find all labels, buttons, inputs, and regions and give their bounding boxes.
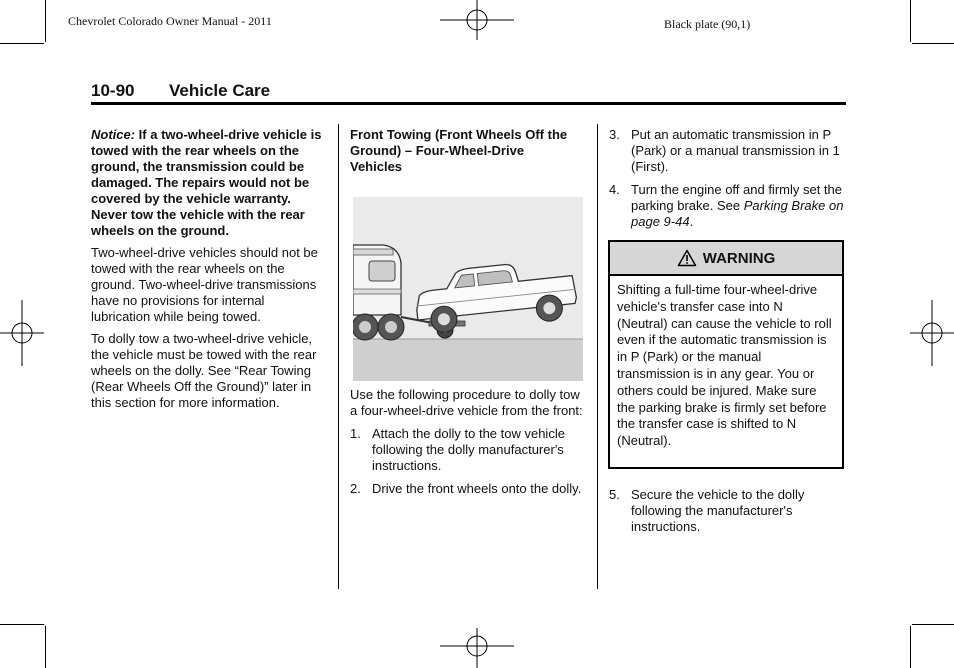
step-text: Drive the front wheels onto the dolly. [372,481,582,496]
step-number: 4. [609,182,620,197]
section-heading: Front Towing (Front Wheels Off the Ground) – Four-Wheel-Drive Vehicles [350,127,568,174]
column-divider [338,124,339,589]
step-text: Turn the engine off and firmly set the parking brake. See [631,182,843,213]
towing-illustration [353,197,583,381]
crop-mark [0,43,44,44]
list-item [609,127,847,175]
step-number: 5. [609,487,620,502]
column-3-lower [609,487,847,542]
paragraph: To dolly tow a two-wheel-drive vehicle, the vehicle must be towed with the rear wheels on the dolly. See “Rear Towing (Rear Wheels Off the Ground)” later in this section for more information. [91,331,317,410]
step-number: 1. [350,426,361,441]
cross-reference-link[interactable]: Parking Brake on page 9-44 [631,198,844,229]
warning-text: Shifting a full-time four-wheel-drive vehicle's transfer case into N (Neutral) can cause the vehicle to roll even if the automatic transmission is in P (Park) or the manual transmission is in any gear. You or others could be injured. Make sure the parking brake is firmly set before the transfer case is shifted to N (Neutral). [617,282,832,449]
crop-mark [45,626,46,668]
steps-list [609,127,847,230]
list-item [609,182,847,230]
section-title: Vehicle Care [169,81,271,100]
crop-mark [910,0,911,42]
column-2 [350,127,586,181]
column-1 [91,127,327,417]
warning-triangle-icon [677,249,697,267]
registration-mark-right [910,300,954,366]
column-3 [609,127,847,237]
step-number: 2. [350,481,361,496]
step-number: 3. [609,127,620,142]
manual-title: Chevrolet Colorado Owner Manual - 2011 [68,14,272,28]
step-text-end: . [689,214,694,229]
crop-mark [0,624,44,625]
title-rule [91,102,846,105]
plate-label: Black plate (90,1) [664,17,751,31]
registration-mark-bottom [440,626,514,668]
list-item [350,426,586,474]
registration-mark-top [440,0,514,42]
notice-text: If a two-wheel-drive vehicle is towed with the rear wheels on the ground, the transmission could be damaged. The repairs would not be covered by the vehicle warranty. Never tow the vehicle with the rear wheels on the ground. [91,127,322,238]
step-text: Put an automatic transmission in P (Park) or a manual transmission in 1 (First). [631,127,840,174]
crop-mark [45,0,46,42]
list-item [609,487,847,535]
registration-mark-left [0,300,44,366]
warning-header [610,242,842,276]
column-2-lower [350,387,586,504]
notice-label: Notice: [91,127,136,142]
crop-mark [910,626,911,668]
steps-list [350,426,586,497]
notice [91,127,327,239]
list-item [350,481,586,497]
step-text: Secure the vehicle to the dolly following the manufacturer's instructions. [631,487,805,534]
warning-label: WARNING [702,249,776,267]
intro-paragraph: Use the following procedure to dolly tow a four-wheel-drive vehicle from the front: [350,387,583,418]
warning-box [608,240,844,469]
paragraph: Two-wheel-drive vehicles should not be towed with the rear wheels on the ground. Two-wheel-drive transmissions have no provisions for internal lubrication while being towed. [91,245,318,324]
column-divider [597,124,598,589]
steps-list [609,487,847,535]
crop-mark [912,43,954,44]
page-number: 10-90 [91,81,135,100]
page-title [91,81,270,101]
crop-mark [912,624,954,625]
step-text: Attach the dolly to the tow vehicle following the dolly manufacturer's instructions. [372,426,565,473]
